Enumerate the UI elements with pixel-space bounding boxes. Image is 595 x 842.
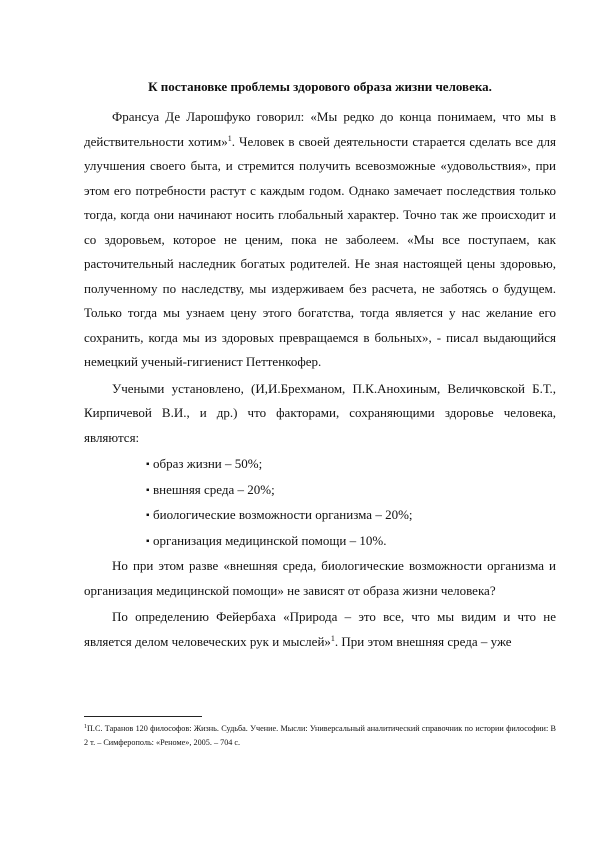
bullet-icon: ▪ [146, 510, 150, 521]
paragraph-text: Франсуа Де Ларошфуко говорил: «Мы редко до конца понимаем, что мы в действительности хотим» [84, 109, 556, 149]
paragraph-question: Но при этом разве «внешняя среда, биологические возможности организма и организация медицинской помощи» не зависят от образа жизни человека? [84, 558, 556, 598]
list-item-text: образ жизни – 50%; [153, 456, 263, 471]
bullet-icon: ▪ [146, 535, 150, 547]
list-item [146, 452, 556, 478]
list-item-text: внешняя среда – 20%; [153, 481, 275, 497]
list-item-text: организация медицинской помощи – 10%. [153, 532, 387, 548]
bullet-icon: ▪ [146, 459, 150, 470]
paragraph-text: . При этом внешняя среда – уже [334, 633, 512, 649]
footnote-separator [84, 716, 202, 717]
list-item [146, 529, 556, 555]
document-title: К постановке проблемы здорового образа жизни человека. [148, 79, 492, 94]
paragraph-larochefoucauld [84, 105, 556, 375]
bullet-icon: ▪ [146, 484, 150, 496]
footnote [84, 722, 556, 750]
list-item [146, 478, 556, 504]
paragraph-health-factors: Учеными установлено, (И,И.Брехманом, П.К.Анохиным, Величковской Б.Т., Кирпичевой В.И., и др.) что факторами, сохраняющими здоровье человека, являются: [84, 380, 556, 445]
paragraph-feuerbach [84, 605, 556, 654]
health-factors-list [146, 452, 556, 554]
paragraph-text: . Человек в своей деятельности старается сделать все для улучшения своего быта, и стремится получить всевозможные «удовольствия», при этом его потребности растут с каждым годом. Однако замечает последствия только тогда, когда они начинают носить глобальный характер. Точно так же происходит и со здоровьем, которое не ценим, пока не заболеем. «Мы все поступаем, как расточительный наследник богатых родителей. Не зная настоящей цены здоровью, полученному по наследству, мы издерживаем без расчета, не заботясь о будущем. Только тогда мы узнаем цену этого богатства, тогда является у нас желание его сохранить, когда мы из здоровых превращаемся в больных», - писал выдающийся немецкий ученый-гигиенист Петтенкофер. [84, 133, 556, 369]
footnote-number: 1 [84, 724, 87, 730]
document-body [84, 79, 556, 656]
list-item [146, 503, 556, 529]
footnote-reference[interactable]: 1 [330, 633, 335, 643]
footnote-text: П.С. Таранов 120 философов: Жизнь. Судьба. Учение. Мысли: Универсальный аналитический справочник по истории философии: В 2 т. – Симферополь: «Реноме», 2005. – 704 с. [84, 724, 556, 747]
footnote-reference[interactable]: 1 [227, 133, 232, 143]
list-item-text: биологические возможности организма – 20%; [153, 507, 413, 522]
paragraph-text: По определению Фейербаха «Природа – это все, что мы видим и что не является делом человеческих рук и мыслей» [84, 609, 556, 649]
